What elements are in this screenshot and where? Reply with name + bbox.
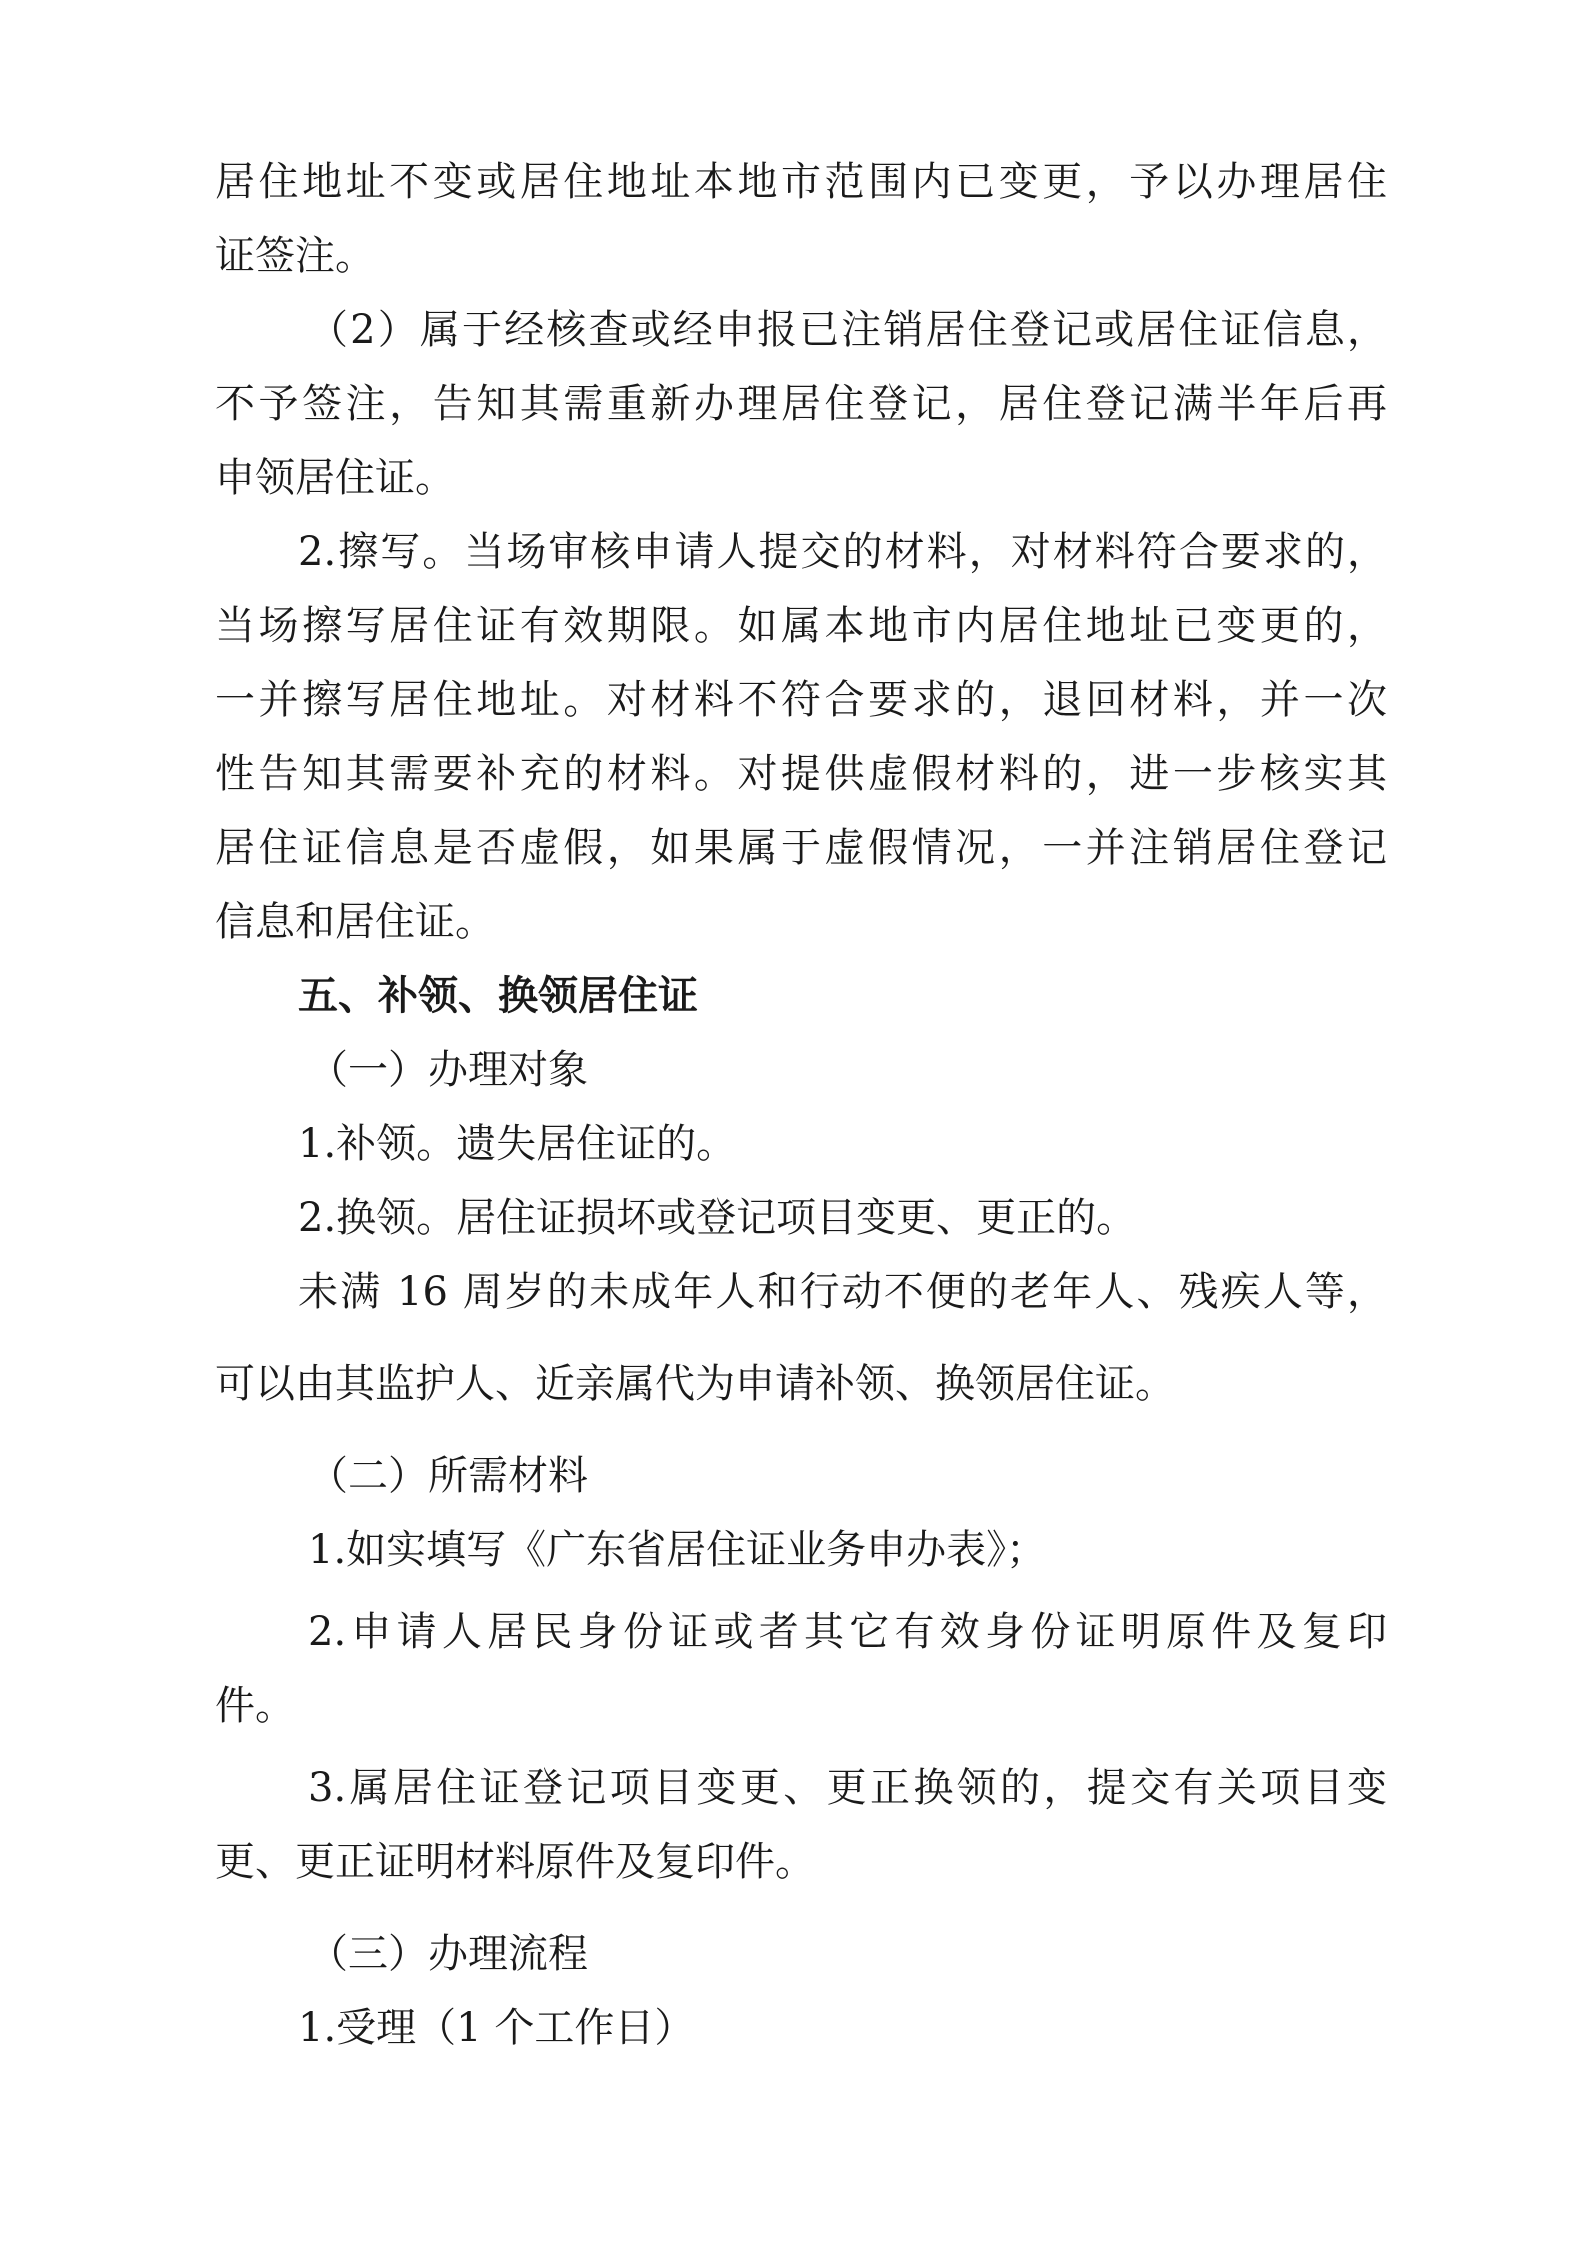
text-line: 2.换领。居住证损坏或登记项目变更、更正的。 [298,1195,1137,1241]
text-line: 2.申请人居民身份证或者其它有效身份证明原件及复印 [308,1609,1387,1655]
section-heading: 五、补领、换领居住证 [298,973,698,1019]
subsection-heading: （二）所需材料 [308,1453,588,1499]
text-line: 一并擦写居住地址。对材料不符合要求的，退回材料，并一次 [215,677,1387,723]
text-line: 未满 16 周岁的未成年人和行动不便的老年人、残疾人等， [298,1269,1387,1315]
text-line: 性告知其需要补充的材料。对提供虚假材料的，进一步核实其 [215,751,1387,797]
text-line: 1.如实填写《广东省居住证业务申办表》； [308,1527,1047,1573]
subsection-heading: （一）办理对象 [308,1047,588,1093]
subsection-heading: （三）办理流程 [308,1931,588,1977]
text-line: 更、更正证明材料原件及复印件。 [215,1839,815,1885]
text-line: 可以由其监护人、近亲属代为申请补领、换领居住证。 [215,1361,1175,1407]
text-line: 证签注。 [215,233,375,279]
text-line: 居住证信息是否虚假，如果属于虚假情况，一并注销居住登记 [215,825,1387,871]
text-line: 1.补领。遗失居住证的。 [298,1121,737,1167]
text-line: 不予签注，告知其需重新办理居住登记，居住登记满半年后再 [215,381,1387,427]
text-line: 2.擦写。当场审核申请人提交的材料，对材料符合要求的， [298,529,1387,575]
text-line: 1.受理（1 个工作日） [298,2005,695,2051]
text-line: 申领居住证。 [215,455,455,501]
text-line: 当场擦写居住证有效期限。如属本地市内居住地址已变更的， [215,603,1387,649]
text-line: 件。 [215,1683,295,1729]
text-line: 信息和居住证。 [215,899,495,945]
text-line: （2）属于经核查或经申报已注销居住登记或居住证信息， [308,307,1387,353]
text-line: 3.属居住证登记项目变更、更正换领的，提交有关项目变 [308,1765,1387,1811]
text-line: 居住地址不变或居住地址本地市范围内已变更，予以办理居住 [215,159,1387,205]
